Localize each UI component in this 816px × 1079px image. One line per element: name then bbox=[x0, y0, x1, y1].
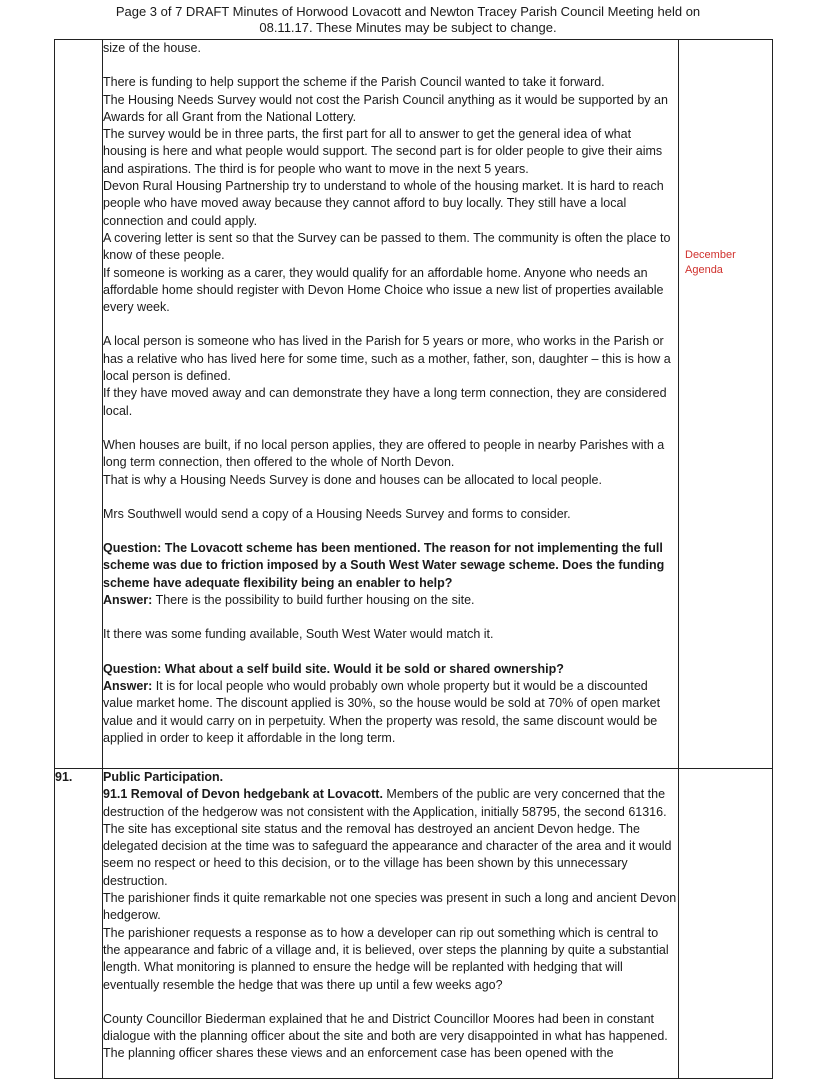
answer bbox=[103, 592, 678, 609]
sub-text: Members of the public are very concerned that the destruction of the hedgerow was not consistent with the Application, initially 58795, the second 61316. The site has exceptional site status and the removal has destroyed an ancient Devon hedge. The delegated decision at the time was to safeguard the appearance and character of the area and it would seem no respect or heed to this decision, or to the village has been shown by this unnecessary destruction. bbox=[103, 787, 672, 888]
section-heading: Public Participation. bbox=[103, 770, 224, 784]
answer-label: Answer: bbox=[103, 593, 153, 608]
minutes-row-90 bbox=[55, 40, 773, 769]
paragraph: There is funding to help support the scheme if the Parish Council wanted to take it forward. bbox=[103, 75, 605, 90]
answer-text: It is for local people who would probably own whole property but it would be a discounted value market home. The discount applied is 30%, so the house would be sold at 70% of open market value and it would carry on in perpetuity. When the property was resold, the same discount would be applied in order to keep it affordable in the long term. bbox=[103, 678, 661, 745]
action-line-1: December bbox=[685, 249, 736, 261]
action-cell bbox=[679, 769, 773, 1079]
minutes-table bbox=[54, 39, 773, 1079]
answer-label: Answer: bbox=[103, 678, 153, 693]
paragraph: That is why a Housing Needs Survey is done and houses can be allocated to local people. bbox=[103, 472, 602, 487]
paragraph: A covering letter is sent so that the Survey can be passed to them. The community is often the place to know of these people. bbox=[103, 230, 671, 263]
item-number-cell bbox=[55, 40, 103, 769]
item-body-cell bbox=[103, 40, 679, 769]
page-header bbox=[0, 4, 816, 36]
header-line-1: Page 3 of 7 DRAFT Minutes of Horwood Lovacott and Newton Tracey Parish Council Meeting held on bbox=[115, 4, 701, 19]
paragraph: The survey would be in three parts, the first part for all to answer to get the general idea of what housing is here and what people would support. The second part is for older people to give their aims and aspirations. The third is for people who want to move in the next 5 years. bbox=[103, 127, 663, 176]
question: Question: The Lovacott scheme has been mentioned. The reason for not implementing the full scheme was due to friction imposed by a South West Water sewage scheme. Does the funding scheme have adequate flexibility being an enabler to help? bbox=[103, 541, 665, 590]
answer bbox=[103, 678, 678, 747]
paragraph bbox=[103, 786, 678, 890]
action-line-2: Agenda bbox=[685, 264, 723, 276]
action-note bbox=[679, 248, 772, 278]
paragraph: size of the house. bbox=[103, 41, 201, 55]
paragraph: If someone is working as a carer, they would qualify for an affordable home. Anyone who needs an affordable home should register with Devon Home Choice who issue a new list of properties available every week. bbox=[103, 265, 664, 315]
action-cell bbox=[679, 40, 773, 769]
paragraph: The parishioner requests a response as to how a developer can rip out something which is central to the appearance and fabric of a village and, it is believed, over steps the planning by quite a substantial length. What monitoring is planned to ensure the hedge will be replanted with hedging that will eventually resemble the hedge that was there up until a few weeks ago? bbox=[103, 925, 669, 992]
item-number: 91. bbox=[55, 769, 103, 1079]
paragraph: The parishioner finds it quite remarkable not one species was present in such a long and ancient Devon hedgerow. bbox=[103, 891, 677, 923]
paragraph: If they have moved away and can demonstrate they have a long term connection, they are considered local. bbox=[103, 386, 667, 418]
paragraph: County Councillor Biederman explained that he and District Councillor Moores had been in constant dialogue with the planning officer about the site and both are very disappointed in what has happened. The planning officer shares these views and an enforcement case has been opened with the bbox=[103, 1011, 668, 1061]
header-line-2: 08.11.17. These Minutes may be subject to change. bbox=[259, 20, 557, 35]
paragraph: A local person is someone who has lived in the Parish for 5 years or more, who works in the Parish or has a relative who has lived here for some time, such as a mother, father, son, daughter – this is how a local person is defined. bbox=[103, 334, 671, 384]
item-body-cell bbox=[103, 769, 679, 1079]
paragraph: It there was some funding available, South West Water would match it. bbox=[103, 627, 494, 642]
paragraph: The Housing Needs Survey would not cost the Parish Council anything as it would be supported by an Awards for all Grant from the National Lottery. bbox=[103, 92, 668, 124]
sub-heading: 91.1 Removal of Devon hedgebank at Lovacott. bbox=[103, 787, 383, 802]
paragraph: Devon Rural Housing Partnership try to understand to whole of the housing market. It is hard to reach people who have moved away because they cannot afford to buy locally. They still have a local connection and could apply. bbox=[103, 179, 664, 228]
minutes-row-91 bbox=[55, 769, 773, 1079]
answer-text: There is the possibility to build further housing on the site. bbox=[152, 593, 475, 608]
paragraph: When houses are built, if no local person applies, they are offered to people in nearby Parishes with a long term connection, then offered to the whole of North Devon. bbox=[103, 437, 665, 470]
paragraph: Mrs Southwell would send a copy of a Housing Needs Survey and forms to consider. bbox=[103, 506, 571, 521]
question: Question: What about a self build site. Would it be sold or shared ownership? bbox=[103, 661, 564, 676]
